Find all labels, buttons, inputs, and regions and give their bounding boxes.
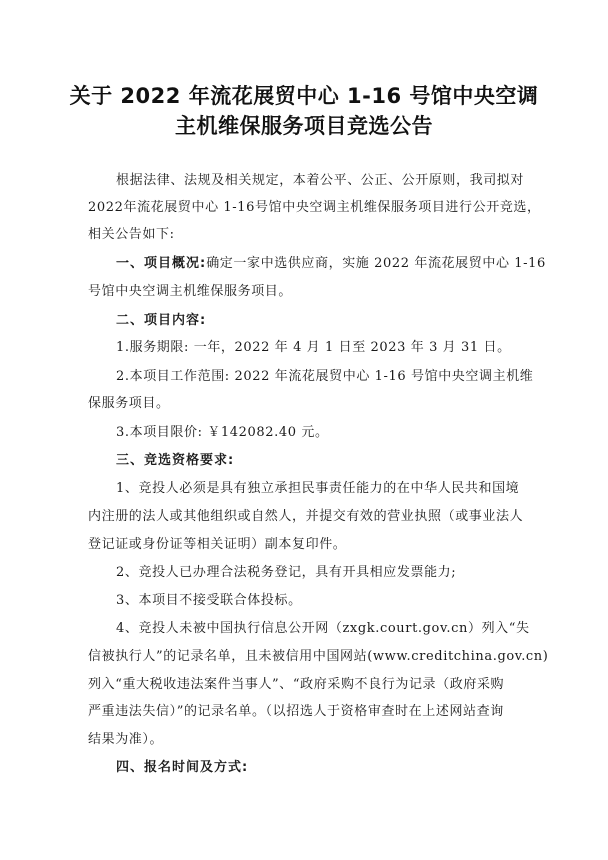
section-4-heading: 四、报名时间及方式: — [116, 760, 249, 775]
requirement-4-line-5: 结果为准）。 — [88, 732, 164, 747]
requirement-4-line-3: 列入“重大税收违法案件当事人”、“政府采购不良行为记录（政府采购 — [88, 677, 505, 692]
section-2-item-1: 1.服务期限: 一年，2022 年 4 月 1 日至 2023 年 3 月 31 日。 — [116, 340, 511, 355]
intro-line-1: 根据法律、法规及相关规定，本着公平、公正、公开原则，我司拟对 — [116, 173, 525, 188]
section-2-item-2-line-1: 2.本项目工作范围: 2022 年流花展贸中心 1-16 号馆中央空调主机维 — [116, 369, 534, 384]
requirement-3: 3、本项目不接受联合体投标。 — [116, 593, 302, 608]
requirement-2: 2、竞投人已办理合法税务登记，具有开具相应发票能力; — [116, 565, 457, 580]
section-2-item-3: 3.本项目限价: ￥142082.40 元。 — [116, 425, 329, 440]
section-1-text-line-2: 号馆中央空调主机维保服务项目。 — [88, 284, 293, 299]
requirement-1-line-2: 内注册的法人或其他组织或自然人，并提交有效的营业执照（或事业法人 — [88, 509, 524, 524]
section-1-heading: 一、项目概况: — [116, 256, 207, 271]
intro-line-2: 2022年流花展贸中心 1-16号馆中央空调主机维保服务项目进行公开竞选， — [88, 200, 541, 215]
document-title-line-2: 主机维保服务项目竞选公告 — [175, 114, 433, 138]
document-title-line-1: 关于 2022 年流花展贸中心 1-16 号馆中央空调 — [69, 84, 539, 108]
section-1-paragraph — [116, 255, 546, 273]
section-1-text-line-1: 确定一家中选供应商，实施 2022 年流花展贸中心 1-16 — [206, 256, 546, 271]
intro-line-3: 相关公告如下: — [88, 227, 175, 242]
section-3-heading: 三、竞选资格要求: — [116, 453, 235, 468]
requirement-1-line-3: 登记证或身份证等相关证明）副本复印件。 — [88, 537, 347, 552]
requirement-4-line-4: 严重违法失信）”的记录名单。（以招选人于资格审查时在上述网站查询 — [88, 704, 504, 719]
requirement-1-line-1: 1、竞投人必须是具有独立承担民事责任能力的在中华人民共和国境 — [116, 481, 520, 496]
section-2-heading: 二、项目内容: — [116, 313, 207, 328]
requirement-4-line-2: 信被执行人”的记录名单，且未被信用中国网站(www.creditchina.gov.cn) — [88, 649, 549, 664]
requirement-4-line-1: 4、竞投人未被中国执行信息公开网（zxgk.court.gov.cn）列入“失 — [116, 621, 530, 636]
section-2-item-2-line-2: 保服务项目。 — [88, 396, 170, 411]
